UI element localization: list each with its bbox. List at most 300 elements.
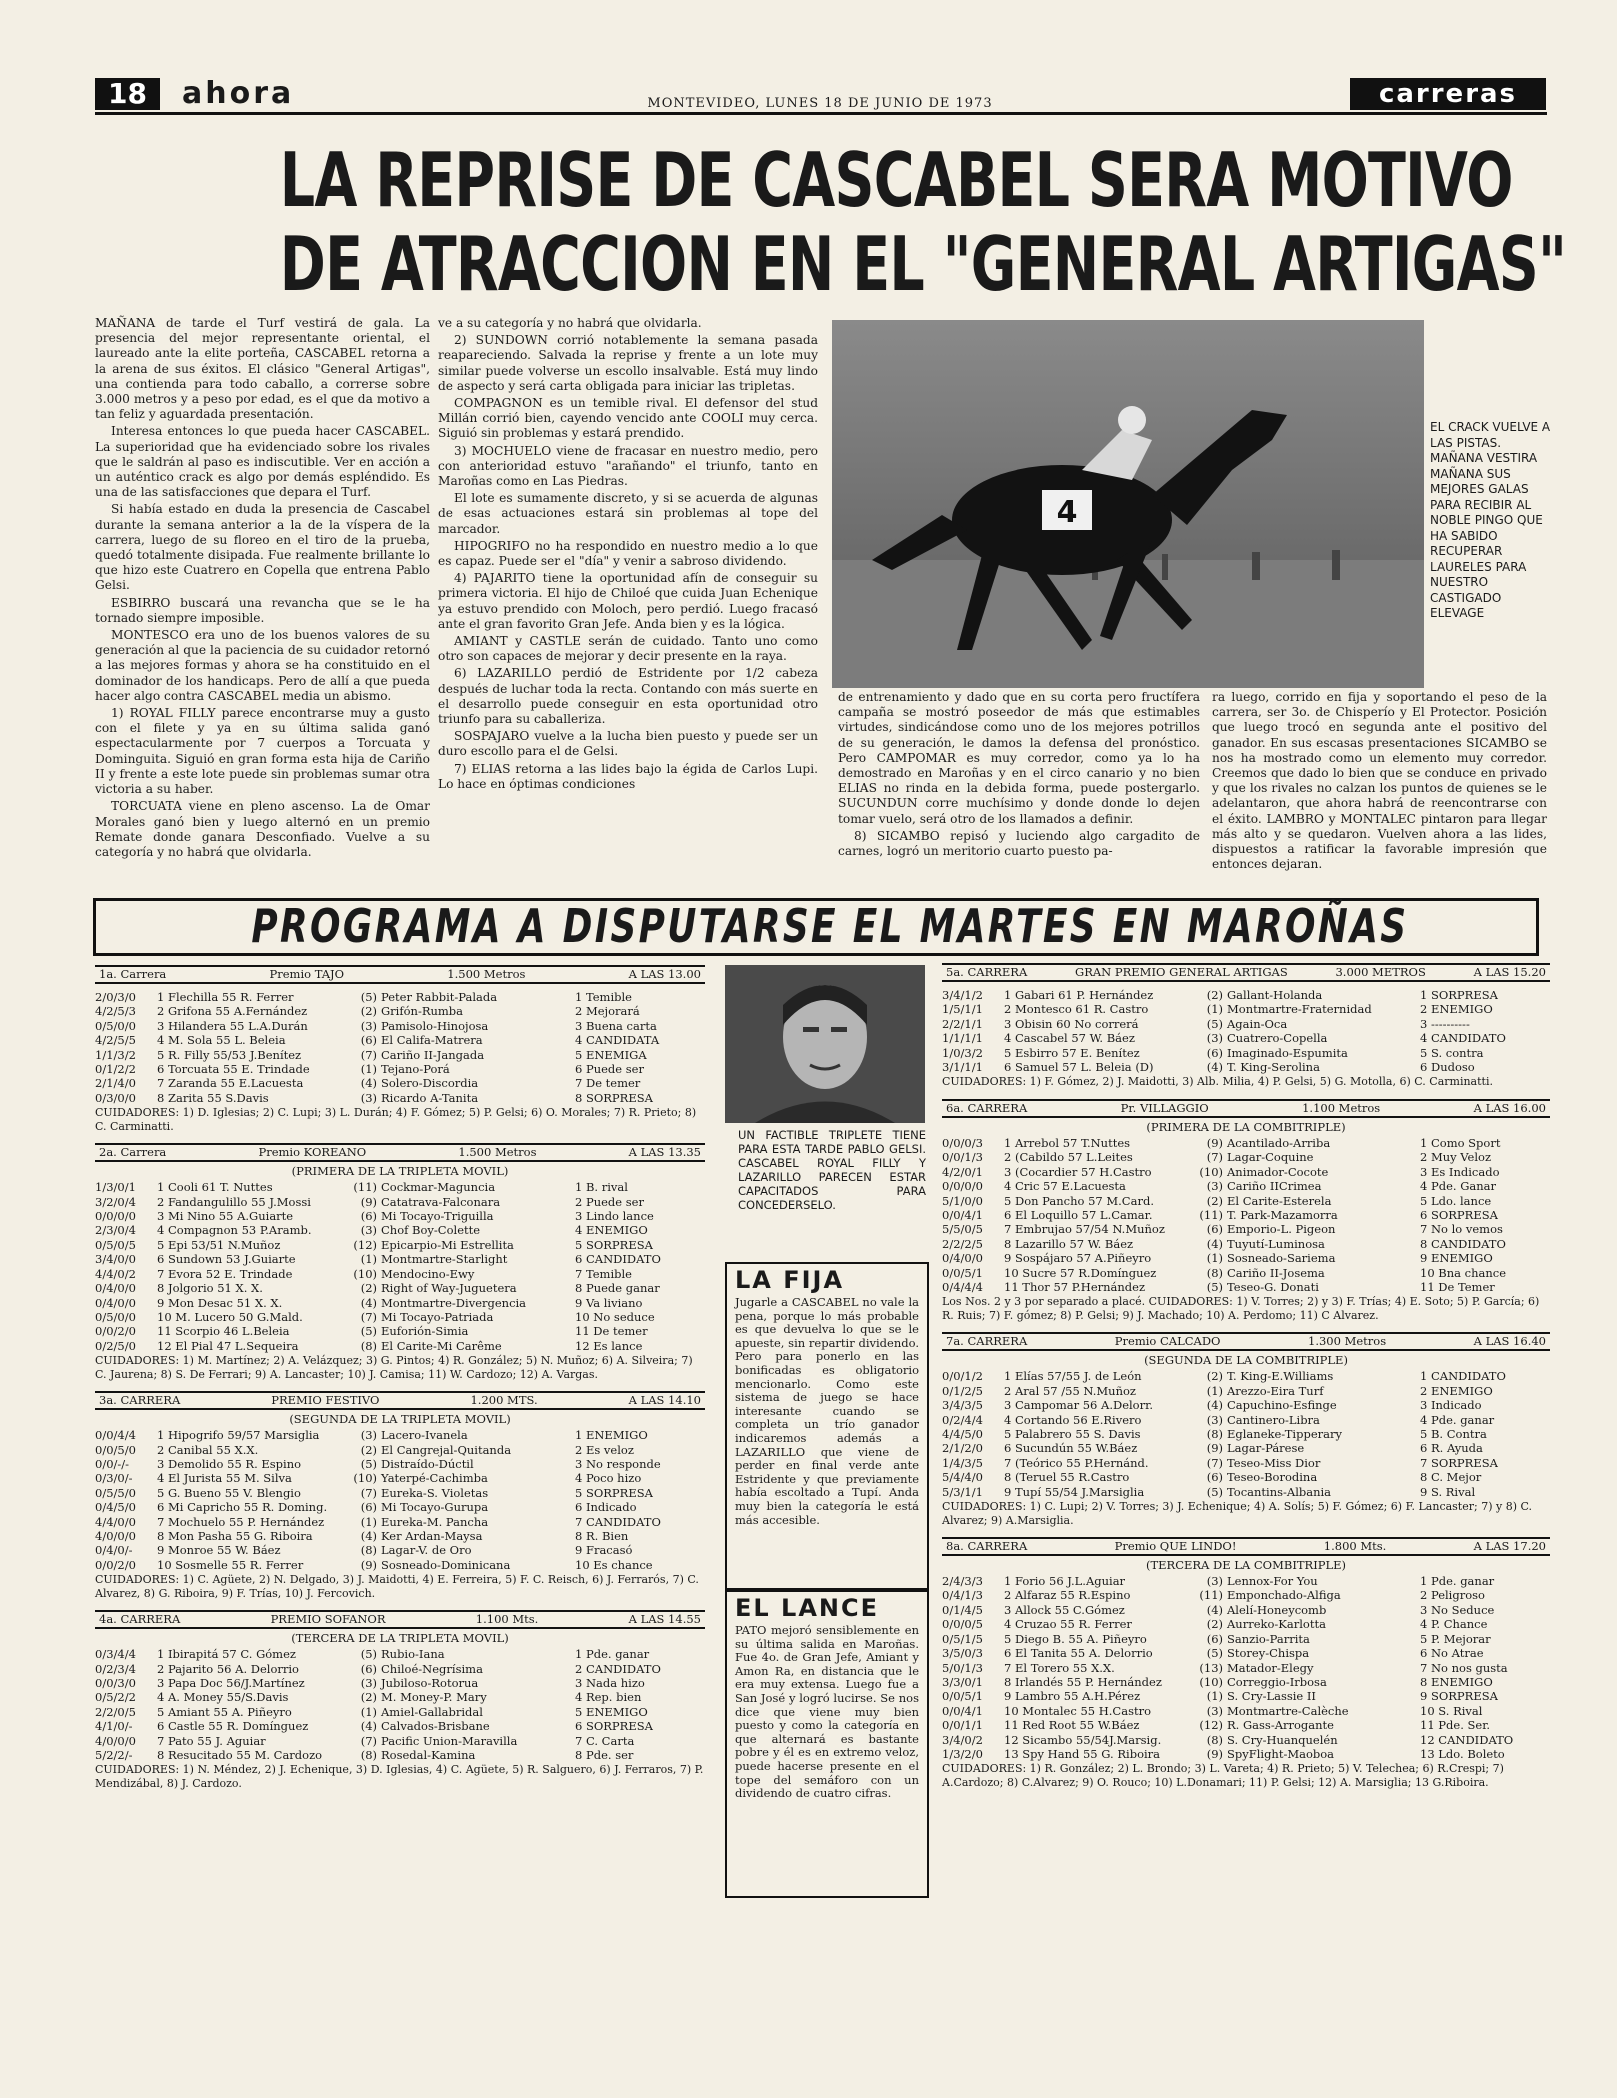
entry-form: 3/2/0/4 — [95, 1194, 136, 1209]
race-entry-row — [95, 1180, 705, 1194]
entry-horse: 1 Ibirapitá 57 C. Gómez — [157, 1647, 296, 1662]
la-fija-text: Jugarle a CASCABEL no vale la pena, porque lo más probable es que devuelva lo que se le apueste, sin repartir dividendo. Pero para ponerlo en las bonificadas es obligatorio mencionarlo. Como este sistema de juego se hace interesante cuando se completa un trío ganador indicaremos además a LAZARILLO que viene de perder en final verde ante Estridente y que previamente había escoltado a Tupí. Anda muy bien la categoría le está más accesible. — [735, 1295, 919, 1527]
entry-post: (10) — [1199, 1674, 1223, 1689]
race-entry-row — [942, 1470, 1550, 1484]
entry-post: (8) — [360, 1748, 377, 1763]
entry-forecast: 13 Ldo. Boleto — [1420, 1746, 1505, 1761]
entry-pedigree: Aurreko-Karlotta — [1227, 1617, 1326, 1632]
entry-forecast: 3 Es Indicado — [1420, 1164, 1500, 1179]
entry-horse: 4 Cortando 56 E.Rivero — [1004, 1412, 1142, 1427]
race-block — [95, 1143, 705, 1381]
entry-horse: 1 Flechilla 55 R. Ferrer — [157, 990, 294, 1004]
entry-horse: 5 Esbirro 57 E. Benítez — [1004, 1045, 1140, 1060]
entry-forecast: 8 Puede ganar — [575, 1281, 660, 1296]
entry-form: 0/0/0/0 — [95, 1209, 136, 1224]
entry-form: 0/0/2/0 — [95, 1557, 136, 1572]
entry-forecast: 8 Pde. ser — [575, 1748, 634, 1763]
entry-form: 4/4/0/0 — [95, 1514, 136, 1529]
entry-pedigree: Lagar-Párese — [1227, 1441, 1305, 1456]
entry-horse: 9 Monroe 55 W. Báez — [157, 1543, 281, 1558]
newspaper-name: ahora — [182, 76, 295, 111]
entry-pedigree: Imaginado-Espumita — [1227, 1045, 1348, 1060]
entry-form: 3/4/0/2 — [942, 1732, 983, 1747]
entry-form: 0/0/1/1 — [942, 1718, 983, 1733]
entry-horse: 2 Alfaraz 55 R.Espino — [1004, 1588, 1131, 1603]
entry-forecast: 4 Pde. ganar — [1420, 1412, 1495, 1427]
entry-post: (8) — [360, 1338, 377, 1353]
article-paragraph: MAÑANA de tarde el Turf vestirá de gala. La presencia del mejor representante oriental, el laureado ante la elite porteña, CASCABEL retorna a la arena de sus éxitos. El clásico "General Artigas", una contienda para todo caballo, a correrse sobre 3.000 metros y a peso por edad, es el que da motivo a tan feliz y aguardada presentación. — [95, 316, 430, 422]
section-label: carreras — [1350, 78, 1546, 110]
entry-post: (4) — [360, 1295, 377, 1310]
entry-horse: 5 Amiant 55 A. Piñeyro — [157, 1704, 292, 1719]
entry-post: (7) — [1206, 1150, 1223, 1165]
masthead-rule — [95, 112, 1547, 115]
race-entry-row — [95, 1091, 705, 1105]
entry-horse: 8 Jolgorio 51 X. X. — [157, 1281, 263, 1296]
entry-post: (8) — [360, 1543, 377, 1558]
entry-post: (5) — [1206, 1484, 1223, 1499]
entry-form: 1/1/1/1 — [942, 1031, 983, 1046]
entry-form: 0/0/0/5 — [942, 1617, 983, 1632]
entry-forecast: 1 B. rival — [575, 1180, 628, 1195]
race-entry-row — [942, 1017, 1550, 1031]
entry-post: (4) — [360, 1719, 377, 1734]
entry-horse: 9 Sospájaro 57 A.Piñeyro — [1004, 1251, 1152, 1266]
article-paragraph: ve a su categoría y no habrá que olvidarla. — [438, 316, 702, 330]
entry-pedigree: Emponchado-Alfiga — [1227, 1588, 1341, 1603]
entry-forecast: 5 Ldo. lance — [1420, 1193, 1492, 1208]
race-entry-row — [95, 1500, 705, 1514]
entry-form: 5/4/4/0 — [942, 1470, 983, 1485]
entry-form: 0/5/5/0 — [95, 1485, 136, 1500]
entry-horse: 2 Pajarito 56 A. Delorrio — [157, 1661, 299, 1676]
entry-forecast: 6 SORPRESA — [575, 1719, 653, 1734]
entry-horse: 5 Diego B. 55 A. Piñeyro — [1004, 1631, 1147, 1646]
entry-pedigree: Euforión-Simia — [381, 1324, 469, 1339]
race-entry-row — [95, 1076, 705, 1090]
entry-form: 0/0/1/2 — [942, 1369, 983, 1384]
race-distance: 1.500 Metros — [447, 967, 526, 981]
entry-post: (12) — [1199, 1718, 1223, 1733]
entry-form: 1/3/0/1 — [95, 1180, 136, 1195]
entry-form: 2/1/4/0 — [95, 1076, 136, 1091]
race-prize: GRAN PREMIO GENERAL ARTIGAS — [1075, 965, 1288, 979]
entry-form: 0/3/0/- — [95, 1471, 133, 1486]
entry-horse: 4 Cascabel 57 W. Báez — [1004, 1031, 1135, 1046]
entry-forecast: 6 CANDIDATO — [575, 1252, 661, 1267]
entry-forecast: 12 Es lance — [575, 1338, 643, 1353]
article-paragraph: TORCUATA viene en pleno ascenso. La de Omar Morales ganó bien y luego alternó en un premio Remate donde ganara Desconfiado. Vuelve a su categoría y no habrá que olvidarla. — [95, 799, 430, 859]
race-distance: 1.100 Metros — [1302, 1100, 1381, 1115]
el-lance-title: EL LANCE — [735, 1594, 880, 1622]
entry-horse: 4 Cric 57 E.Lacuesta — [1004, 1179, 1126, 1194]
race-block — [942, 1332, 1550, 1527]
entry-form: 2/4/3/3 — [942, 1574, 983, 1589]
entry-forecast: 7 CANDIDATO — [575, 1514, 661, 1529]
entry-pedigree: Mi Tocayo-Patriada — [381, 1309, 494, 1324]
entry-horse: 3 Obisin 60 No correrá — [1004, 1016, 1139, 1031]
entry-forecast: 4 Poco hizo — [575, 1471, 642, 1486]
entry-post: (10) — [1199, 1164, 1223, 1179]
race-entry-row — [95, 1647, 705, 1661]
entry-forecast: 10 Es chance — [575, 1557, 653, 1572]
entry-horse: 6 Torcuata 55 E. Trindade — [157, 1062, 310, 1077]
entry-forecast: 9 Va liviano — [575, 1295, 643, 1310]
entry-pedigree: Tejano-Porá — [381, 1062, 450, 1077]
entry-post: (6) — [360, 1500, 377, 1515]
race-entry-row — [942, 1369, 1550, 1383]
entry-forecast: 11 De Temer — [1420, 1280, 1495, 1294]
entry-post: (13) — [1199, 1660, 1223, 1675]
entry-pedigree: Alelí-Honeycomb — [1227, 1602, 1327, 1617]
entry-post: (5) — [1206, 1280, 1223, 1294]
entry-post: (2) — [360, 1442, 377, 1457]
entry-post: (10) — [353, 1471, 377, 1486]
entry-pedigree: Eureka-S. Violetas — [381, 1485, 489, 1500]
race-entry-row — [95, 1543, 705, 1557]
entry-forecast: 3 Indicado — [1420, 1398, 1482, 1413]
entry-forecast: 1 CANDIDATO — [1420, 1369, 1506, 1384]
entry-forecast: 9 SORPRESA — [1420, 1689, 1498, 1704]
race-entry-row — [942, 1208, 1550, 1222]
entry-forecast: 5 B. Contra — [1420, 1427, 1487, 1442]
entry-post: (3) — [1206, 1574, 1223, 1589]
entry-pedigree: Arezzo-Eira Turf — [1227, 1383, 1324, 1398]
entry-post: (6) — [360, 1033, 377, 1048]
article-paragraph: 8) SICAMBO repisó y luciendo algo cargadito de carnes, logró un meritorio cuarto puesto pa- — [838, 828, 1200, 859]
entry-form: 0/0/4/1 — [942, 1207, 983, 1222]
entry-pedigree: Teseo-Borodina — [1227, 1470, 1318, 1485]
race-entry-row — [95, 1267, 705, 1281]
entry-horse: 7 Evora 52 E. Trindade — [157, 1266, 293, 1281]
entry-horse: 4 M. Sola 55 L. Beleia — [157, 1033, 286, 1048]
entry-forecast: 3 Buena carta — [575, 1018, 657, 1033]
race-distance: 3.000 METROS — [1335, 965, 1426, 979]
entry-pedigree: Peter Rabbit-Palada — [381, 990, 498, 1004]
entry-pedigree: Mendocino-Ewy — [381, 1266, 475, 1281]
entry-forecast: 3 No Seduce — [1420, 1602, 1495, 1617]
entry-pedigree: Lagar-Coquine — [1227, 1150, 1314, 1165]
entry-form: 0/0/4/4 — [95, 1428, 136, 1443]
article-paragraph: 4) PAJARITO tiene la oportunidad afín de conseguir su primera victoria. El hijo de Chiloé que cuida Juan Echenique ya estuvo prendido con Moloch, pero perdió. Luego fracasó ante el gran favorito Gran Jefe. Anda bien y es la lógica. — [438, 571, 818, 631]
race-subtitle: (SEGUNDA DE LA TRIPLETA MOVIL) — [289, 1412, 511, 1427]
entry-form: 0/5/0/0 — [95, 1309, 136, 1324]
race-entry-row — [95, 1324, 705, 1338]
race-entry-row — [942, 1046, 1550, 1060]
entry-post: (4) — [1206, 1602, 1223, 1617]
program-banner-title: PROGRAMA A DISPUTARSE EL MARTES EN MAROÑAS — [251, 899, 1409, 953]
entry-post: (2) — [360, 1281, 377, 1296]
entry-post: (6) — [1206, 1631, 1223, 1646]
article-paragraph: HIPOGRIFO no ha respondido en nuestro medio a lo que es capaz. Puede ser el "día" y venir a sabroso dividendo. — [438, 538, 818, 569]
entry-post: (7) — [360, 1309, 377, 1324]
entry-post: (3) — [1206, 1031, 1223, 1046]
trainer-portrait-photo — [725, 965, 925, 1123]
entry-horse: 8 Resucitado 55 M. Cardozo — [157, 1748, 323, 1763]
race-header — [95, 965, 705, 984]
entry-pedigree: Eglaneke-Tipperary — [1227, 1427, 1342, 1442]
race-time: A LAS 14.55 — [628, 1612, 701, 1627]
entry-forecast: 4 CANDIDATO — [1420, 1031, 1506, 1046]
entry-pedigree: Cariño II-Jangada — [381, 1047, 485, 1062]
entry-post: (9) — [360, 1557, 377, 1572]
entry-pedigree: El Califa-Matrera — [381, 1033, 483, 1048]
entry-forecast: 7 No nos gusta — [1420, 1660, 1508, 1675]
entry-forecast: 12 CANDIDATO — [1420, 1732, 1514, 1747]
entry-post: (6) — [1206, 1045, 1223, 1060]
entry-horse: 1 Cooli 61 T. Nuttes — [157, 1180, 273, 1195]
entry-forecast: 8 R. Bien — [575, 1528, 629, 1543]
entry-horse: 1 Forio 56 J.L.Aguiar — [1004, 1574, 1126, 1589]
race-entry-row — [95, 1443, 705, 1457]
entry-post: (7) — [360, 1047, 377, 1062]
race-entry-row — [95, 1734, 705, 1748]
entry-post: (1) — [360, 1704, 377, 1719]
entry-post: (1) — [360, 1062, 377, 1077]
entry-form: 1/0/3/2 — [942, 1045, 983, 1060]
race-distance: 1.200 MTS. — [470, 1393, 538, 1408]
entry-horse: 10 M. Lucero 50 G.Mald. — [157, 1309, 303, 1324]
entry-form: 0/0/5/1 — [942, 1689, 983, 1704]
entry-form: 3/4/1/2 — [942, 988, 983, 1002]
entry-form: 1/3/2/0 — [942, 1746, 983, 1761]
race-block — [942, 1537, 1550, 1789]
race-trainers: CUIDADORES: 1) D. Iglesias; 2) C. Lupi; 3) L. Durán; 4) F. Gómez; 5) P. Gelsi; 6) O. Morales; 7) R. Prieto; 8) C. Carminatti. — [95, 1106, 697, 1133]
race-entry-row — [95, 990, 705, 1004]
race-entry-row — [95, 1748, 705, 1762]
race-entry-row — [95, 1529, 705, 1543]
entry-horse: 7 (Teórico 55 P.Hernánd. — [1004, 1455, 1149, 1470]
entry-horse: 8 Irlandés 55 P. Hernández — [1004, 1674, 1162, 1689]
entry-pedigree: Ricardo A-Tanita — [381, 1090, 479, 1105]
entry-pedigree: Yaterpé-Cachimba — [381, 1471, 488, 1486]
race-subtitle: (PRIMERA DE LA TRIPLETA MOVIL) — [291, 1164, 509, 1179]
entry-pedigree: R. Gass-Arrogante — [1227, 1718, 1334, 1733]
entry-forecast: 8 SORPRESA — [575, 1090, 653, 1105]
entry-horse: 5 G. Bueno 55 V. Blengio — [157, 1485, 301, 1500]
race-entry-row — [942, 1603, 1550, 1617]
races-left-column — [95, 965, 705, 1800]
entry-pedigree: Sosneado-Sariema — [1227, 1251, 1336, 1266]
entry-pedigree: Pamisolo-Hinojosa — [381, 1018, 489, 1033]
race-entry-row — [95, 1705, 705, 1719]
entry-horse: 9 Tupí 55/54 J.Marsiglia — [1004, 1484, 1145, 1499]
race-entry-row — [942, 1617, 1550, 1631]
entry-pedigree: Calvados-Brisbane — [381, 1719, 490, 1734]
race-entry-row — [942, 1136, 1550, 1150]
entry-form: 2/1/2/0 — [942, 1441, 983, 1456]
entry-horse: 4 El Jurista 55 M. Silva — [157, 1471, 292, 1486]
race-entry-row — [942, 1266, 1550, 1280]
entry-horse: 12 El Pial 47 L.Sequeira — [157, 1338, 299, 1353]
race-entry-row — [95, 1690, 705, 1704]
page-number: 18 — [95, 78, 160, 110]
entry-forecast: 2 Puede ser — [575, 1194, 644, 1209]
race-number: 7a. CARRERA — [946, 1334, 1028, 1349]
entry-form: 1/1/3/2 — [95, 1047, 136, 1062]
race-entry-row — [95, 1281, 705, 1295]
entry-horse: 12 Sicambo 55/54J.Marsig. — [1004, 1732, 1162, 1747]
entry-horse: 3 Campomar 56 A.Delorr. — [1004, 1398, 1153, 1413]
entry-post: (5) — [360, 990, 377, 1004]
entry-form: 0/2/3/4 — [95, 1661, 136, 1676]
race-entry-row — [95, 1004, 705, 1018]
entry-horse: 1 Arrebol 57 T.Nuttes — [1004, 1135, 1131, 1150]
race-time: A LAS 16.00 — [1473, 1100, 1546, 1115]
race-entry-row — [942, 1427, 1550, 1441]
race-prize: PREMIO FESTIVO — [271, 1393, 380, 1408]
entry-forecast: 6 Indicado — [575, 1500, 637, 1515]
race-trainers: CUIDADORES: 1) F. Gómez, 2) J. Maidotti, 3) Alb. Milia, 4) P. Gelsi, 5) G. Motolla, 6) C. Carminatti. — [942, 1075, 1493, 1089]
entry-pedigree: Montmartre-Starlight — [381, 1252, 508, 1267]
race-prize: Pr. VILLAGGIO — [1120, 1100, 1209, 1115]
entry-horse: 3 Papa Doc 56/J.Martínez — [157, 1676, 305, 1690]
entry-post: (8) — [1206, 1732, 1223, 1747]
race-entry-row — [95, 1033, 705, 1047]
entry-pedigree: Sanzio-Parrita — [1227, 1631, 1310, 1646]
race-number: 1a. Carrera — [99, 967, 167, 981]
issue-date: MONTEVIDEO, LUNES 18 DE JUNIO DE 1973 — [647, 96, 993, 111]
race-entry-row — [942, 1251, 1550, 1265]
race-header — [95, 1610, 705, 1629]
entry-forecast: 1 Pde. ganar — [1420, 1574, 1495, 1589]
entry-pedigree: SpyFlight-Maoboa — [1227, 1746, 1335, 1761]
entry-pedigree: Matador-Elegy — [1227, 1660, 1314, 1675]
entry-forecast: 2 CANDIDATO — [575, 1661, 661, 1676]
entry-post: (2) — [1206, 1617, 1223, 1632]
race-entry-row — [95, 1558, 705, 1572]
entry-post: (9) — [360, 1194, 377, 1209]
entry-forecast: 6 Dudoso — [1420, 1060, 1475, 1075]
race-trainers: CUIDADORES: 1) C. Lupi; 2) V. Torres; 3) J. Echenique; 4) A. Solís; 5) F. Gómez; 6) F. Lancaster; 7) y 8) C. Alvarez; 9) A.Marsiglia. — [942, 1500, 1532, 1527]
article-paragraph: 2) SUNDOWN corrió notablemente la semana pasada reapareciendo. Salvada la reprise y frente a un lote muy similar puede volverse un escollo insalvable. Está muy lindo de aspecto y será carta obligada para iniciar las tripletas. — [438, 333, 818, 393]
race-header — [95, 1143, 705, 1162]
race-entry-row — [95, 1223, 705, 1237]
entry-pedigree: Cuatrero-Copella — [1227, 1031, 1328, 1046]
entry-form: 0/0/0/0 — [942, 1179, 983, 1194]
race-prize: Premio CALCADO — [1114, 1334, 1221, 1349]
race-time: A LAS 15.20 — [1473, 965, 1546, 979]
race-entry-row — [95, 1195, 705, 1209]
entry-pedigree: Montmartre-Fraternidad — [1227, 1002, 1372, 1017]
race-trainers: CUIDADORES: 1) C. Agüete, 2) N. Delgado, 3) J. Maidotti, 4) E. Ferreira, 5) F. C. Reisch, 6) J. Ferrarós, 7) C. Alvarez, 8) G. Riboira, 9) F. Trías, 10) J. Fercovich. — [95, 1573, 699, 1600]
entry-horse: 7 El Torero 55 X.X. — [1004, 1660, 1115, 1675]
race-entry-row — [942, 1632, 1550, 1646]
entry-pedigree: Chof Boy-Colette — [381, 1223, 481, 1238]
entry-form: 0/0/1/3 — [942, 1150, 983, 1165]
entry-forecast: 10 S. Rival — [1420, 1703, 1483, 1718]
entry-forecast: 2 Es veloz — [575, 1442, 634, 1457]
entry-forecast: 1 ENEMIGO — [575, 1428, 648, 1443]
entry-horse: 2 Montesco 61 R. Castro — [1004, 1002, 1149, 1017]
entry-pedigree: Chiloé-Negrísima — [381, 1661, 483, 1676]
entry-post: (8) — [1206, 1265, 1223, 1280]
entry-forecast: 6 No Atrae — [1420, 1646, 1484, 1661]
entry-horse: 10 Sucre 57 R.Domínguez — [1004, 1265, 1157, 1280]
entry-post: (11) — [1199, 1588, 1223, 1603]
entry-pedigree: Capuchino-Esfinge — [1227, 1398, 1337, 1413]
entry-horse: 9 Mon Desac 51 X. X. — [157, 1295, 283, 1310]
entry-form: 0/4/1/3 — [942, 1588, 983, 1603]
entry-pedigree: Mi Tocayo-Gurupa — [381, 1500, 489, 1515]
entry-form: 0/5/1/5 — [942, 1631, 983, 1646]
entry-horse: 5 Palabrero 55 S. Davis — [1004, 1427, 1141, 1442]
race-time: A LAS 14.10 — [628, 1393, 701, 1408]
entry-horse: 6 Castle 55 R. Domínguez — [157, 1719, 309, 1734]
entry-forecast: 4 CANDIDATA — [575, 1033, 660, 1048]
entry-pedigree: Right of Way-Juguetera — [381, 1281, 517, 1296]
race-entry-row — [95, 1252, 705, 1266]
headline-line-2: DE ATRACCION EN EL "GENERAL ARTIGAS" — [279, 220, 1567, 308]
entry-pedigree: Cantinero-Libra — [1227, 1412, 1320, 1427]
entry-form: 0/5/0/0 — [95, 1018, 136, 1033]
entry-pedigree: Solero-Discordia — [381, 1076, 479, 1091]
race-time: A LAS 13.00 — [628, 967, 701, 981]
entry-pedigree: Rosedal-Kamina — [381, 1748, 476, 1763]
entry-post: (9) — [1206, 1746, 1223, 1761]
entry-form: 0/0/5/1 — [942, 1265, 983, 1280]
race-entry-row — [942, 1031, 1550, 1045]
entry-forecast: 6 Puede ser — [575, 1062, 644, 1077]
photo-caption: EL CRACK VUELVE A LAS PISTAS. MAÑANA VESTIRA MAÑANA SUS MEJORES GALAS PARA RECIBIR AL NOBLE PINGO QUE HA SABIDO RECUPERAR LAURELES PARA NUESTRO CASTIGADO ELEVAGE — [1430, 420, 1551, 620]
entry-horse: 7 Embrujao 57/54 N.Muñoz — [1004, 1222, 1165, 1237]
race-subtitle: (SEGUNDA DE LA COMBITRIPLE) — [1144, 1353, 1348, 1368]
entry-forecast: 9 Fracasó — [575, 1543, 633, 1558]
entry-horse: 3 Allock 55 C.Gómez — [1004, 1602, 1125, 1617]
entry-forecast: 5 SORPRESA — [575, 1237, 653, 1252]
entry-forecast: 5 P. Mejorar — [1420, 1631, 1491, 1646]
entry-pedigree: Cariño II-Josema — [1227, 1265, 1325, 1280]
portrait-caption: UN FACTIBLE TRIPLETE TIENE PARA ESTA TARDE PABLO GELSI. CASCABEL ROYAL FILLY Y LAZARILLO PARECEN ESTAR CAPACITADOS PARA CONCEDERSELO. — [738, 1128, 926, 1212]
entry-form: 0/3/0/0 — [95, 1090, 136, 1105]
entry-forecast: 3 No responde — [575, 1456, 661, 1471]
entry-horse: 4 Cruzao 55 R. Ferrer — [1004, 1617, 1132, 1632]
entry-post: (1) — [360, 1514, 377, 1529]
entry-form: 2/0/3/0 — [95, 990, 136, 1004]
entry-post: (6) — [360, 1209, 377, 1224]
race-header — [95, 1391, 705, 1410]
entry-post: (4) — [360, 1076, 377, 1091]
entry-horse: 3 Hilandera 55 L.A.Durán — [157, 1018, 308, 1033]
entry-form: 0/4/0/0 — [942, 1251, 983, 1266]
article-paragraph: ra luego, corrido en fija y soportando el peso de la carrera, ser 3o. de Chisperío y El Protector. Posición que luego trocó en segunda ante el positivo del ganador. En sus escasas presentaciones SICAMBO se nos ha mostrado como un elemento muy corredor. Creemos que dado lo bien que se conduce en privado y que los rivales no calzan los puntos de quienes se le adelantaron, que ahora habrá de reencontrarse con el éxito. LAMBRO y MONTALEC pintaron para llegar más alto y se quedaron. Vuelven ahora a las lides, dispuestos a ratificar la favorable impresión que entonces dejaran. — [1212, 690, 1547, 872]
race-trainers: CUIDADORES: 1) M. Martínez; 2) A. Velázquez; 3) G. Pintos; 4) R. González; 5) N. Muñoz; 6) A. Silveira; 7) C. Jaurena; 8) S. De Ferrari; 9) A. Lancaster; 10) J. Camisa; 11) W. Cardozo; 12) A. Vargas. — [95, 1354, 693, 1381]
headline-line-1: LA REPRISE DE CASCABEL SERA MOTIVO — [279, 136, 1513, 224]
race-entry-row — [942, 1398, 1550, 1412]
race-entry-row — [95, 1048, 705, 1062]
race-entry-row — [95, 1062, 705, 1076]
entry-horse: 6 Mi Capricho 55 R. Doming. — [157, 1500, 328, 1515]
entry-horse: 4 Compagnon 53 P.Aramb. — [157, 1223, 312, 1238]
article-paragraph: de entrenamiento y dado que en su corta pero fructífera campaña se mostró poseedor de más que estimables virtudes, sindicándose como uno de los mejores potrillos de su generación, le damos la defensa del pronóstico. Pero CAMPOMAR es muy corredor, como ya lo ha demostrado en Maroñas y en el circo canario y no bien ELIAS no rinda en la debida forma, puede postergarlo. SUCUNDUN corre muchísimo y donde donde lo dejen tomar vuelo, será otro de los llamados a definir. — [838, 690, 1200, 826]
entry-form: 5/5/0/5 — [942, 1222, 983, 1237]
race-entry-row — [942, 1574, 1550, 1588]
entry-pedigree: Teseo-Miss Dior — [1227, 1455, 1321, 1470]
entry-form: 0/0/4/1 — [942, 1703, 983, 1718]
race-entry-row — [942, 1485, 1550, 1499]
entry-pedigree: Montmartre-Calèche — [1227, 1703, 1349, 1718]
entry-horse: 1 Hipogrifo 59/57 Marsiglia — [157, 1428, 320, 1443]
entry-form: 0/3/4/4 — [95, 1647, 136, 1662]
race-entry-row — [95, 1019, 705, 1033]
entry-pedigree: Tuyutí-Luminosa — [1227, 1236, 1325, 1251]
entry-form: 2/2/2/5 — [942, 1236, 983, 1251]
article-paragraph: AMIANT y CASTLE serán de cuidado. Tanto uno como otro son capaces de mejorar y decir presente en la raya. — [438, 634, 818, 664]
entry-form: 4/4/0/2 — [95, 1266, 136, 1281]
entry-pedigree: Distraído-Dúctil — [381, 1456, 474, 1471]
race-distance: 1.500 Metros — [458, 1145, 537, 1160]
entry-post: (2) — [360, 1004, 377, 1019]
